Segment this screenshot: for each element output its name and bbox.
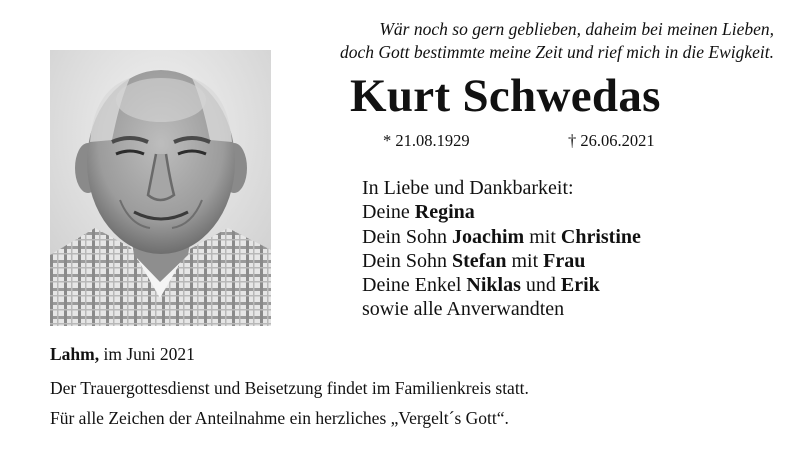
relation-text: Deine bbox=[362, 201, 415, 224]
mourner-line-grandchildren bbox=[362, 273, 762, 297]
connector-text: mit bbox=[524, 225, 561, 248]
mourner-name: Regina bbox=[414, 201, 475, 224]
mourner-line-joachim bbox=[362, 225, 762, 249]
mourner-name: Niklas bbox=[466, 274, 521, 297]
portrait-photo bbox=[50, 50, 271, 326]
relation-text: Dein Sohn bbox=[362, 225, 452, 248]
thanks-note: Für alle Zeichen der Anteilnahme ein herzliches „Vergelt´s Gott“. bbox=[50, 408, 509, 428]
mourners-intro: In Liebe und Dankbarkeit: bbox=[362, 177, 574, 199]
connector-text: mit bbox=[506, 249, 544, 272]
connector-text: und bbox=[520, 274, 561, 297]
funeral-info: Der Trauergottesdienst und Beisetzung findet im Familienkreis statt. bbox=[50, 378, 529, 398]
mourner-name: Stefan bbox=[452, 249, 507, 272]
birth-date: * 21.08.1929 bbox=[383, 131, 470, 150]
mourner-name: Frau bbox=[543, 249, 586, 272]
relation-text: Dein Sohn bbox=[362, 249, 452, 272]
mourner-name: Christine bbox=[560, 225, 641, 248]
mourner-line-regina bbox=[362, 200, 762, 224]
place-date bbox=[50, 344, 195, 365]
verse-line-1: Wär noch so gern geblieben, daheim bei meinen Lieben, bbox=[379, 19, 774, 39]
memorial-verse bbox=[214, 18, 774, 64]
portrait-icon bbox=[50, 50, 271, 326]
place-town: Lahm, bbox=[50, 344, 100, 364]
relation-text: Deine Enkel bbox=[362, 274, 467, 297]
verse-line-2: doch Gott bestimmte meine Zeit und rief mich in die Ewigkeit. bbox=[339, 42, 774, 62]
death-date: † 26.06.2021 bbox=[568, 131, 655, 150]
mourners-list bbox=[362, 176, 762, 322]
mourner-line-relatives: sowie alle Anverwandten bbox=[362, 298, 565, 321]
deceased-name: Kurt Schwedas bbox=[350, 70, 661, 122]
place-month: im Juni 2021 bbox=[99, 344, 195, 364]
mourner-line-stefan bbox=[362, 249, 762, 273]
mourner-name: Joachim bbox=[452, 225, 525, 248]
mourner-name: Erik bbox=[560, 274, 600, 297]
